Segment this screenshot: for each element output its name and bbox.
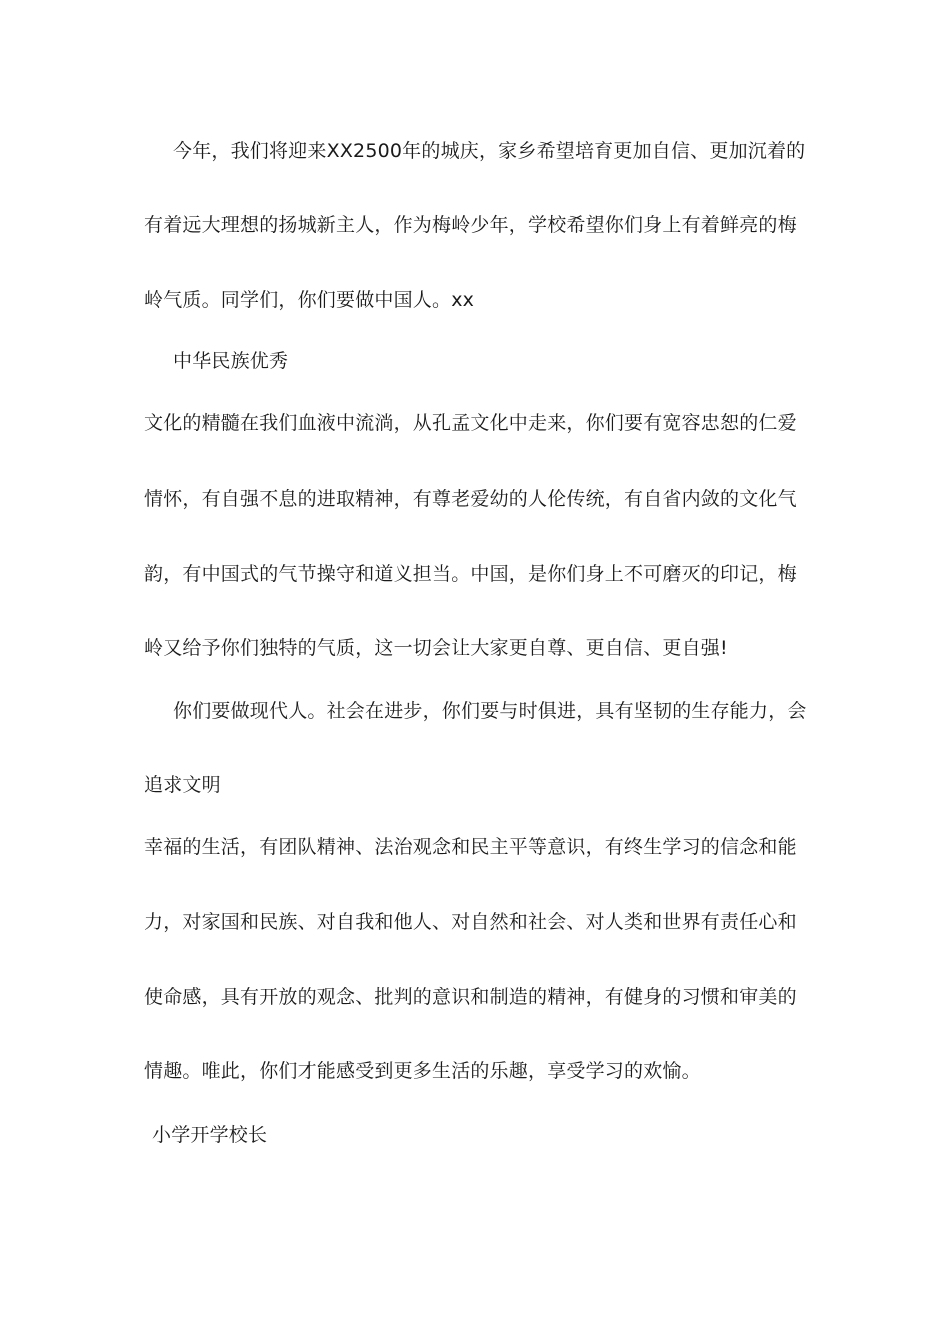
paragraph-3-line-4: 力，对家国和民族、对自我和他人、对自然和社会、对人类和世界有责任心和 <box>144 911 797 933</box>
paragraph-2-line-3: 韵，有中国式的气节操守和道义担当。中国，是你们身上不可磨灭的印记，梅 <box>144 563 797 585</box>
paragraph-3-line-1: 你们要做现代人。社会在进步，你们要与时俱进，具有坚韧的生存能力，会 <box>173 700 807 722</box>
paragraph-1-line-2: 有着远大理想的扬城新主人，作为梅岭少年，学校希望你们身上有着鲜亮的梅 <box>144 214 797 236</box>
paragraph-3-line-2: 追求文明 <box>144 774 221 796</box>
paragraph-3-line-5: 使命感，具有开放的观念、批判的意识和制造的精神，有健身的习惯和审美的 <box>144 986 797 1008</box>
paragraph-1-line-1: 今年，我们将迎来XX2500年的城庆，家乡希望培育更加自信、更加沉着的 <box>173 140 806 162</box>
paragraph-2-line-2: 情怀，有自强不息的进取精神，有尊老爱幼的人伦传统，有自省内敛的文化气 <box>144 488 797 510</box>
paragraph-1-line-3: 岭气质。同学们，你们要做中国人。xx <box>144 289 475 311</box>
paragraph-3-line-6: 情趣。唯此，你们才能感受到更多生活的乐趣，享受学习的欢愉。 <box>144 1060 701 1082</box>
paragraph-2-heading: 中华民族优秀 <box>173 350 289 372</box>
paragraph-2-line-1: 文化的精髓在我们血液中流淌，从孔孟文化中走来，你们要有宽容忠恕的仁爱 <box>144 412 797 434</box>
paragraph-2-line-4: 岭又给予你们独特的气质，这一切会让大家更自尊、更自信、更自强! <box>144 637 728 659</box>
paragraph-3-line-3: 幸福的生活，有团队精神、法治观念和民主平等意识，有终生学习的信念和能 <box>144 836 797 858</box>
signature: 小学开学校长 <box>152 1124 268 1146</box>
